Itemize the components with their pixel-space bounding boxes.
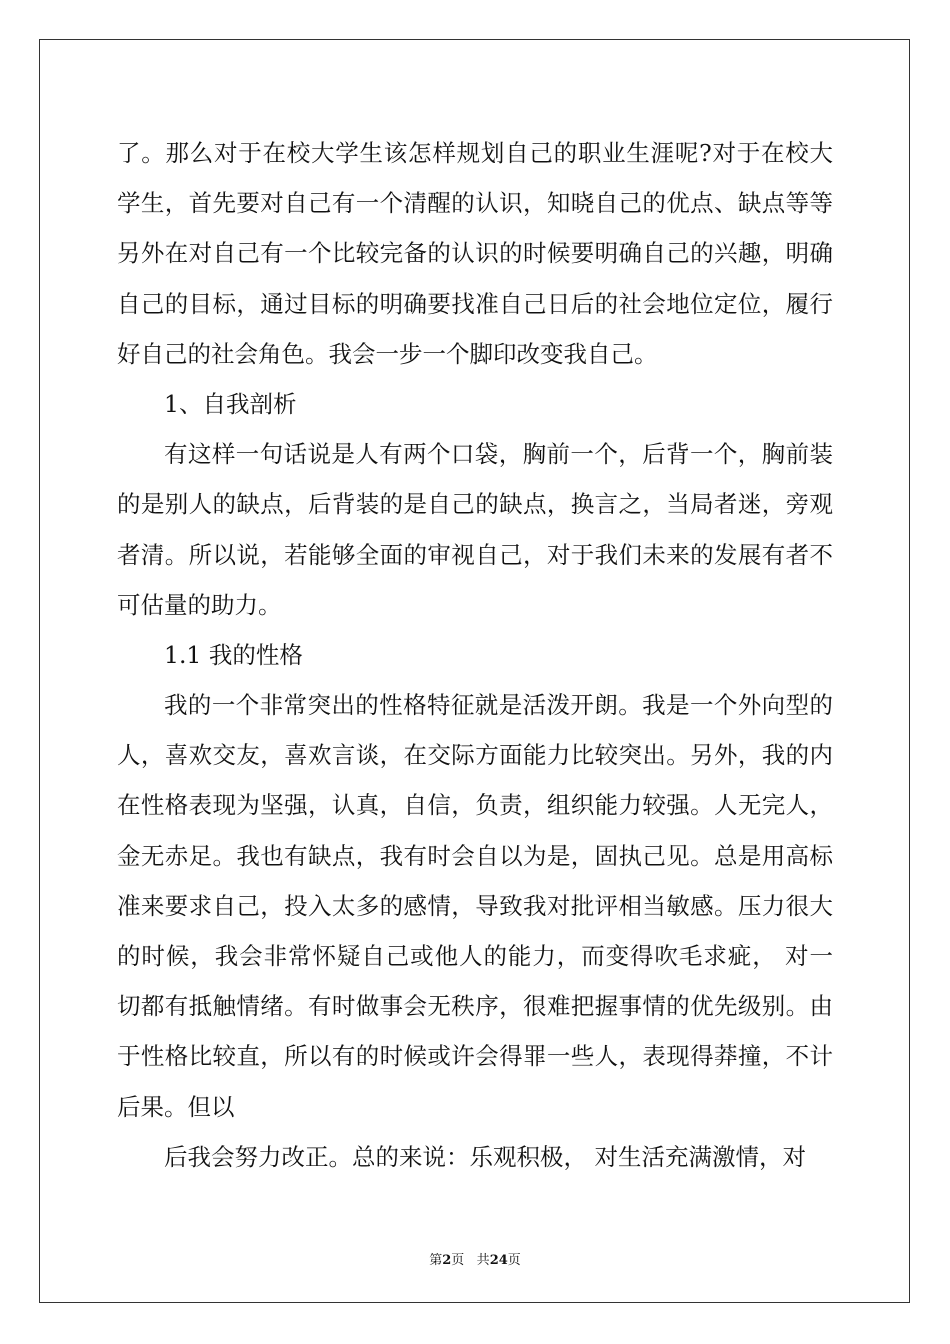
total-pages: 24 [489,1253,508,1268]
document-body [117,128,833,1182]
text-line: 了。那么对于在校大学生该怎样规划自己的职业生涯呢?对于在校大 [117,139,833,167]
text-line: 好自己的社会角色。我会一步一个脚印改变我自己。 [117,339,658,368]
text-line: 我的一个非常突出的性格特征就是活泼开朗。我是一个外向型的 [164,691,833,720]
text-line: 学生，首先要对自己有一个清醒的认识，知晓自己的优点、缺点等等 [117,189,833,218]
text-line: 可估量的助力。 [117,590,282,619]
page-number: 2 [442,1253,452,1268]
total-suffix: 页 [507,1253,521,1268]
text-line: 切都有抵触情绪。有时做事会无秩序，很难把握事情的优先级别。由 [117,992,833,1021]
text-line: 后我会努力改正。总的来说：乐观积极， 对生活充满激情，对 [164,1142,806,1171]
text-line: 于性格比较直，所以有的时候或许会得罪一些人，表现得莽撞，不计 [117,1042,833,1071]
text-line: 人，喜欢交友，喜欢言谈，在交际方面能力比较突出。另外，我的内 [117,741,833,770]
text-line: 的时候，我会非常怀疑自己或他人的能力，而变得吹毛求疵， 对一 [117,942,833,970]
page-footer [0,1249,950,1268]
text-line: 自己的目标，通过目标的明确要找准自己日后的社会地位定位，履行 [117,289,833,318]
text-line: 后果。但以 [117,1092,235,1121]
subsection-heading: 1.1 我的性格 [164,640,303,669]
text-line: 有这样一句话说是人有两个口袋，胸前一个，后背一个，胸前装 [164,440,833,469]
section-heading: 1、自我剖析 [164,389,297,418]
text-line: 的是别人的缺点，后背装的是自己的缺点，换言之，当局者迷，旁观 [117,490,833,519]
total-prefix: 共 [476,1253,490,1268]
page-suffix: 页 [451,1253,465,1268]
text-line: 金无赤足。我也有缺点，我有时会自以为是，固执己见。总是用高标 [117,841,833,870]
text-line: 者清。所以说，若能够全面的审视自己，对于我们未来的发展有者不 [117,540,833,569]
page-prefix: 第 [429,1253,443,1268]
text-line: 另外在对自己有一个比较完备的认识的时候要明确自己的兴趣，明确 [117,239,833,268]
text-line: 在性格表现为坚强，认真，自信，负责，组织能力较强。人无完人， [117,791,833,820]
text-line: 准来要求自己，投入太多的感情，导致我对批评相当敏感。压力很大 [117,891,833,920]
